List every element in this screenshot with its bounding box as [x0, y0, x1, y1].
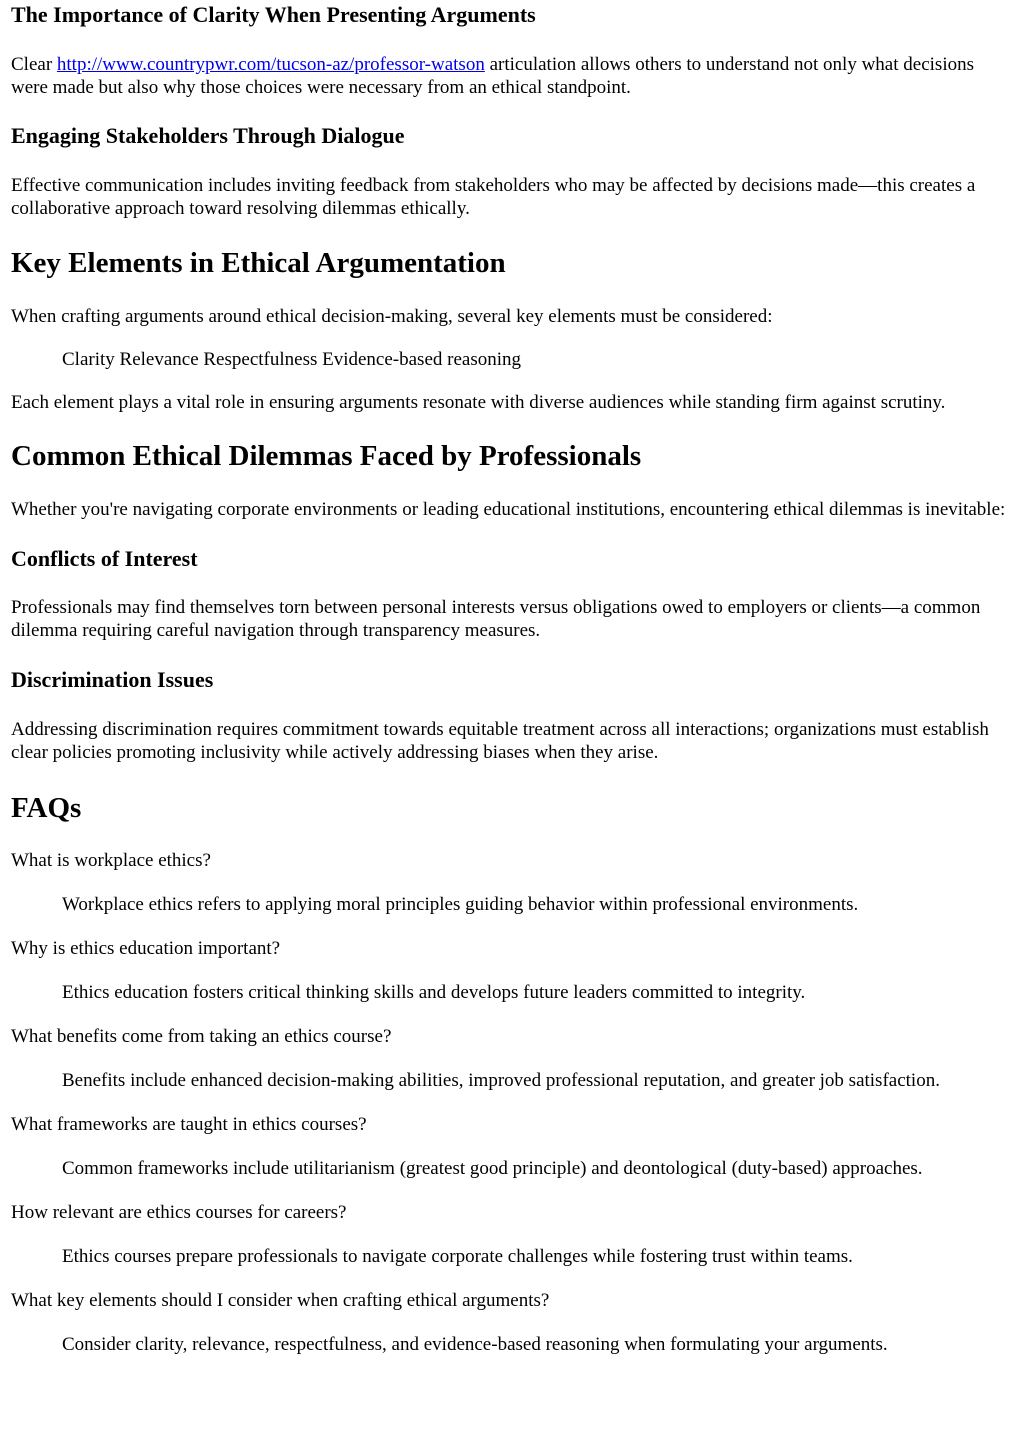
article — [0, 2, 1024, 1356]
discrimination-heading: Discrimination Issues — [11, 667, 214, 692]
faq-question: How relevant are ethics courses for careers? — [11, 1202, 347, 1223]
key-elements-list: Clarity Relevance Respectfulness Evidence-based reasoning — [62, 349, 521, 370]
engaging-paragraph: Effective communication includes inviting feedback from stakeholders who may be affected by decisions made—this creates a collaborative approach toward resolving dilemmas ethically. — [11, 175, 976, 219]
faq-question: What benefits come from taking an ethics course? — [11, 1026, 392, 1047]
faq-question: What frameworks are taught in ethics courses? — [11, 1114, 367, 1135]
professor-watson-link[interactable]: http://www.countrypwr.com/tucson-az/professor-watson — [56, 54, 485, 75]
faqs-heading: FAQs — [11, 792, 82, 824]
key-elements-outro: Each element plays a vital role in ensuring arguments resonate with diverse audiences while standing firm against scrutiny. — [11, 392, 946, 413]
conflicts-paragraph: Professionals may find themselves torn between personal interests versus obligations owed to employers or clients—a common dilemma requiring careful navigation through transparency measures. — [11, 597, 981, 641]
key-elements-intro: When crafting arguments around ethical decision-making, several key elements must be considered: — [11, 306, 773, 327]
faq-answer: Common frameworks include utilitarianism (greatest good principle) and deontological (duty-based) approaches. — [62, 1158, 923, 1179]
clarity-paragraph — [11, 53, 1014, 99]
faq-list — [11, 849, 1014, 1356]
faq-answer: Benefits include enhanced decision-making abilities, improved professional reputation, and greater job satisfaction. — [62, 1070, 940, 1091]
faq-question: What key elements should I consider when crafting ethical arguments? — [11, 1290, 550, 1311]
common-dilemmas-intro: Whether you're navigating corporate environments or leading educational institutions, encountering ethical dilemmas is inevitable: — [11, 499, 1006, 520]
faq-question: Why is ethics education important? — [11, 938, 281, 959]
conflicts-heading: Conflicts of Interest — [11, 546, 198, 571]
common-dilemmas-heading: Common Ethical Dilemmas Faced by Professionals — [11, 440, 642, 472]
faq-question: What is workplace ethics? — [11, 850, 211, 871]
faq-answer: Ethics education fosters critical thinking skills and develops future leaders committed to integrity. — [62, 982, 806, 1003]
clarity-text-after: articulation allows others to understand not only what decisions were made but also why those choices were necessary from an ethical standpoint. — [11, 54, 974, 98]
faq-answer: Consider clarity, relevance, respectfulness, and evidence-based reasoning when formulating your arguments. — [62, 1334, 888, 1355]
clarity-text-before: Clear — [11, 54, 57, 75]
key-elements-heading: Key Elements in Ethical Argumentation — [11, 247, 506, 279]
clarity-heading: The Importance of Clarity When Presenting Arguments — [11, 2, 536, 27]
discrimination-paragraph: Addressing discrimination requires commitment towards equitable treatment across all interactions; organizations must establish clear policies promoting inclusivity while actively addressing biases when they arise. — [11, 719, 989, 763]
faq-answer: Ethics courses prepare professionals to navigate corporate challenges while fostering trust within teams. — [62, 1246, 853, 1267]
faq-answer: Workplace ethics refers to applying moral principles guiding behavior within professional environments. — [62, 894, 859, 915]
engaging-heading: Engaging Stakeholders Through Dialogue — [11, 123, 405, 148]
